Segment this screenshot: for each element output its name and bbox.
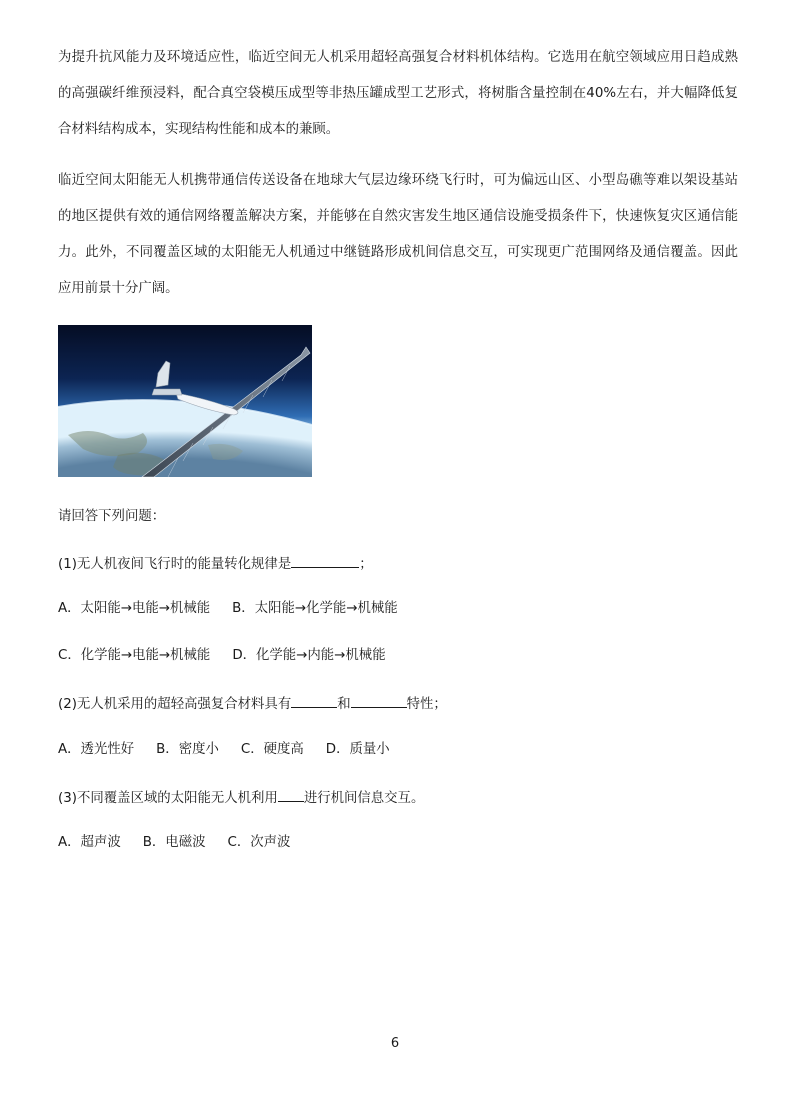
question-2-mid: 和 [337,697,351,712]
q1-option-a: A．太阳能→电能→机械能 [58,601,211,616]
question-1-text: (1)无人机夜间飞行时的能量转化规律是 [58,557,292,572]
question-2-stem [58,693,447,715]
question-2-blank-2 [351,693,407,708]
question-2-options [58,740,412,760]
question-1-suffix: ； [359,557,373,572]
paragraph-materials: 为提升抗风能力及环境适应性，临近空间无人机采用超轻高强复合材料机体结构。它选用在航空领域应用日趋成熟的高强碳纤维预浸料，配合真空袋模压成型等非热压罐成型工艺形式，将树脂含量控制在40%左右，并大幅降低复合材料结构成本，实现结构性能和成本的兼顾。 [58,50,738,137]
question-1-options-row1 [58,599,420,619]
question-3-blank [278,787,304,802]
question-2-suffix: 特性； [406,697,447,712]
question-1-options-row2 [58,646,408,666]
question-1-blank [291,553,359,568]
q3-option-c: C．次声波 [227,835,291,850]
page-number: 6 [390,1036,400,1051]
q1-option-c: C．化学能→电能→机械能 [58,648,211,663]
question-2-blank-1 [291,693,337,708]
q2-option-a: A．透光性好 [58,742,135,757]
question-prompt: 请回答下列问题： [58,509,166,524]
question-3-text: (3)不同覆盖区域的太阳能无人机利用 [58,791,278,806]
q1-option-b: B．太阳能→化学能→机械能 [232,601,398,616]
q3-option-a: A．超声波 [58,835,121,850]
q2-option-d: D．质量小 [325,742,390,757]
q3-option-b: B．电磁波 [142,835,206,850]
q1-option-d: D．化学能→内能→机械能 [232,648,386,663]
question-2-text: (2)无人机采用的超轻高强复合材料具有 [58,697,292,712]
q2-option-c: C．硬度高 [240,742,304,757]
question-3-stem [58,787,424,809]
solar-drone-image [58,325,312,477]
question-3-options [58,833,312,853]
question-3-suffix: 进行机间信息交互。 [303,791,425,806]
paragraph-applications: 临近空间太阳能无人机携带通信传送设备在地球大气层边缘环绕飞行时，可为偏远山区、小型岛礁等难以架设基站的地区提供有效的通信网络覆盖解决方案，并能够在自然灾害发生地区通信设施受损条件下，快速恢复灾区通信能力。此外，不同覆盖区域的太阳能无人机通过中继链路形成机间信息交互，可实现更广范围网络及通信覆盖。因此应用前景十分广阔。 [58,173,738,296]
question-1-stem [58,553,373,575]
q2-option-b: B．密度小 [156,742,219,757]
